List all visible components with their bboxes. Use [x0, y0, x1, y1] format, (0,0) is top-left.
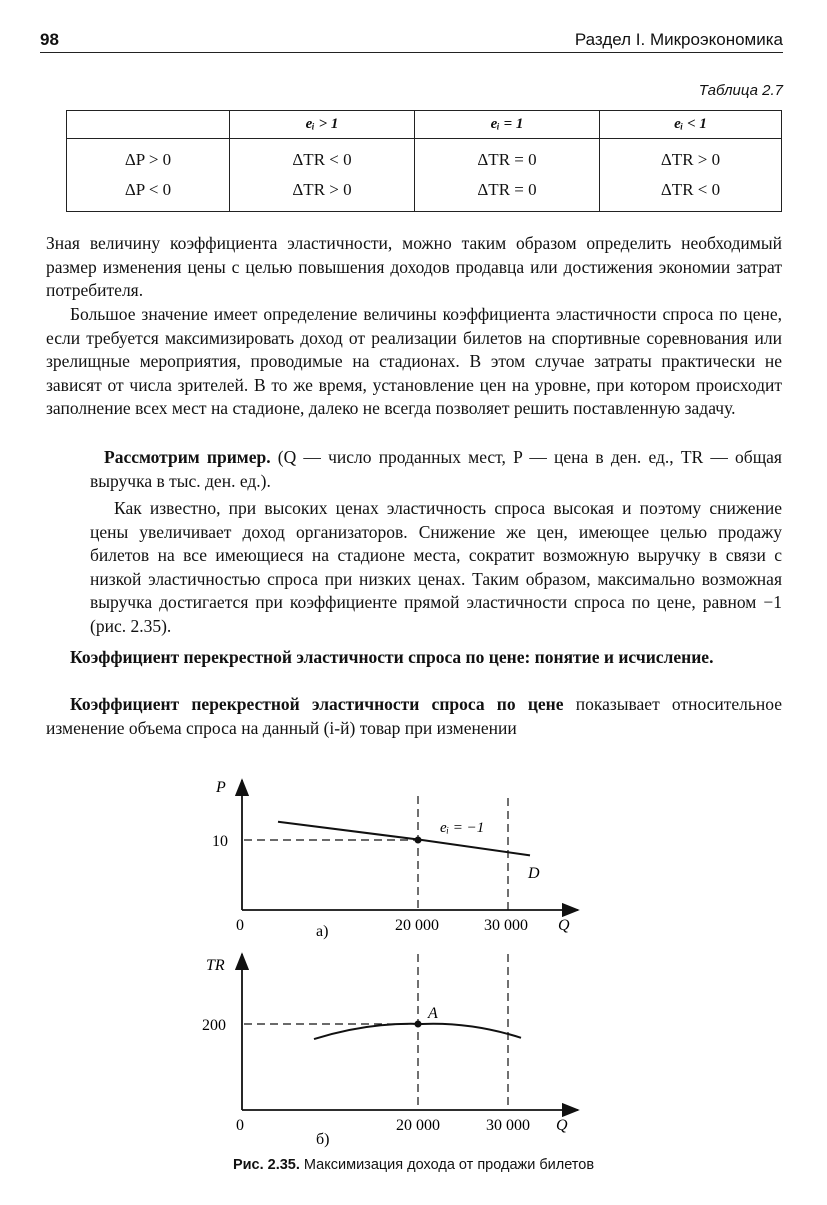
running-header	[40, 30, 783, 54]
table-caption: Таблица 2.7	[698, 82, 783, 99]
panel-b-label: б)	[316, 1131, 330, 1148]
cell-value: ΔTR < 0	[292, 150, 352, 169]
figure-caption-text: Максимизация дохода от продажи билетов	[299, 1157, 595, 1173]
table-row-labels	[67, 139, 230, 212]
table-cell	[415, 139, 600, 212]
table-header-cell: eᵢ = 1	[415, 111, 600, 139]
demand-curve	[278, 822, 530, 856]
figure-2-35	[190, 768, 610, 1158]
paragraph-2: Большое значение имеет определение величины коэффициента эластичности спроса по цене, если требуется максимизировать доход от реализации билетов на спортивные соревнования или зрелищные мероприятия, проводимые на стадионах. В этом случае затраты практически не зависят от числа зрителей. В то же время, установление цен на уровне, при котором происходит заполнение всех мест на стадионе, далеко не всегда позволяет решить поставленную задачу.	[46, 304, 782, 418]
row-label: ΔP > 0	[124, 150, 172, 169]
cell-value: ΔTR > 0	[660, 150, 721, 169]
cell-value: ΔTR > 0	[292, 180, 352, 199]
panel-a-origin: 0	[236, 917, 244, 934]
panel-b-x-tick: 20 000	[396, 1117, 440, 1134]
section-heading: Коэффициент перекрестной эластичности спроса по цене: понятие и исчисление.	[70, 647, 714, 667]
header-rule	[40, 52, 783, 53]
row-label: ΔP < 0	[124, 180, 172, 199]
figure-caption	[0, 1157, 827, 1173]
paragraph-4	[46, 693, 782, 740]
cell-value: ΔTR < 0	[660, 180, 721, 199]
section-title: Раздел I. Микроэкономика	[574, 30, 783, 49]
example-lead: Рассмотрим пример.	[104, 447, 271, 467]
max-revenue-point	[415, 1021, 422, 1028]
cell-value: ΔTR = 0	[477, 150, 537, 169]
elasticity-table	[66, 110, 782, 212]
max-revenue-label: A	[428, 1005, 438, 1022]
example-paragraph	[90, 446, 782, 493]
panel-b-y-tick: 200	[202, 1017, 226, 1034]
paragraph-4-text: показывает относительное изменение объема спроса на данный (i-й) товар при изменении	[46, 694, 782, 738]
table-header-cell: eᵢ > 1	[230, 111, 415, 139]
panel-a-y-label: P	[216, 779, 226, 796]
table-header-row	[67, 111, 782, 139]
example-text: (Q — число проданных мест, P — цена в ден. ед., TR — общая выручка в тыс. ден. ед.).	[90, 447, 782, 491]
figure-caption-label: Рис. 2.35.	[232, 1157, 300, 1173]
elasticity-annotation: eᵢ = −1	[440, 820, 485, 836]
table-header-cell: eᵢ < 1	[600, 111, 782, 139]
panel-a-x-label: Q	[558, 917, 570, 934]
page-number: 98	[40, 30, 59, 49]
cell-value: ΔTR = 0	[477, 180, 537, 199]
panel-a-y-tick: 10	[212, 833, 228, 850]
panel-a-x-tick: 30 000	[484, 917, 528, 934]
panel-b-x-label: Q	[556, 1117, 568, 1134]
panel-a-label: а)	[316, 923, 329, 940]
unit-elasticity-point	[415, 837, 422, 844]
table-cell	[600, 139, 782, 212]
table-row	[67, 139, 782, 212]
demand-curve-label: D	[528, 865, 540, 882]
table-header-cell	[67, 111, 230, 139]
panel-a-x-tick: 20 000	[395, 917, 439, 934]
table-cell	[230, 139, 415, 212]
paragraph-3: Как известно, при высоких ценах эластичность спроса высокая и поэтому снижение цены увеличивает доход организаторов. Снижение же цен, имеющее целью продажу билетов на все имеющиеся на стадионе места, сократит возможную выручку в связи с низкой эластичностью спроса при низких ценах. Таким образом, максимально возможная выручка достигается при коэффициенте прямой эластичности спроса по цене, равном −1 (рис. 2.35).	[90, 498, 782, 636]
term-bold: Коэффициент перекрестной эластичности спроса по цене	[70, 694, 564, 714]
panel-b-x-tick: 30 000	[486, 1117, 530, 1134]
paragraph-1: Зная величину коэффициента эластичности, можно таким образом определить необходимый размер изменения цены с целью повышения доходов продавца или достижения экономии затрат потребителя.	[46, 233, 782, 300]
panel-b-origin: 0	[236, 1117, 244, 1134]
panel-b-y-label: TR	[206, 957, 225, 974]
